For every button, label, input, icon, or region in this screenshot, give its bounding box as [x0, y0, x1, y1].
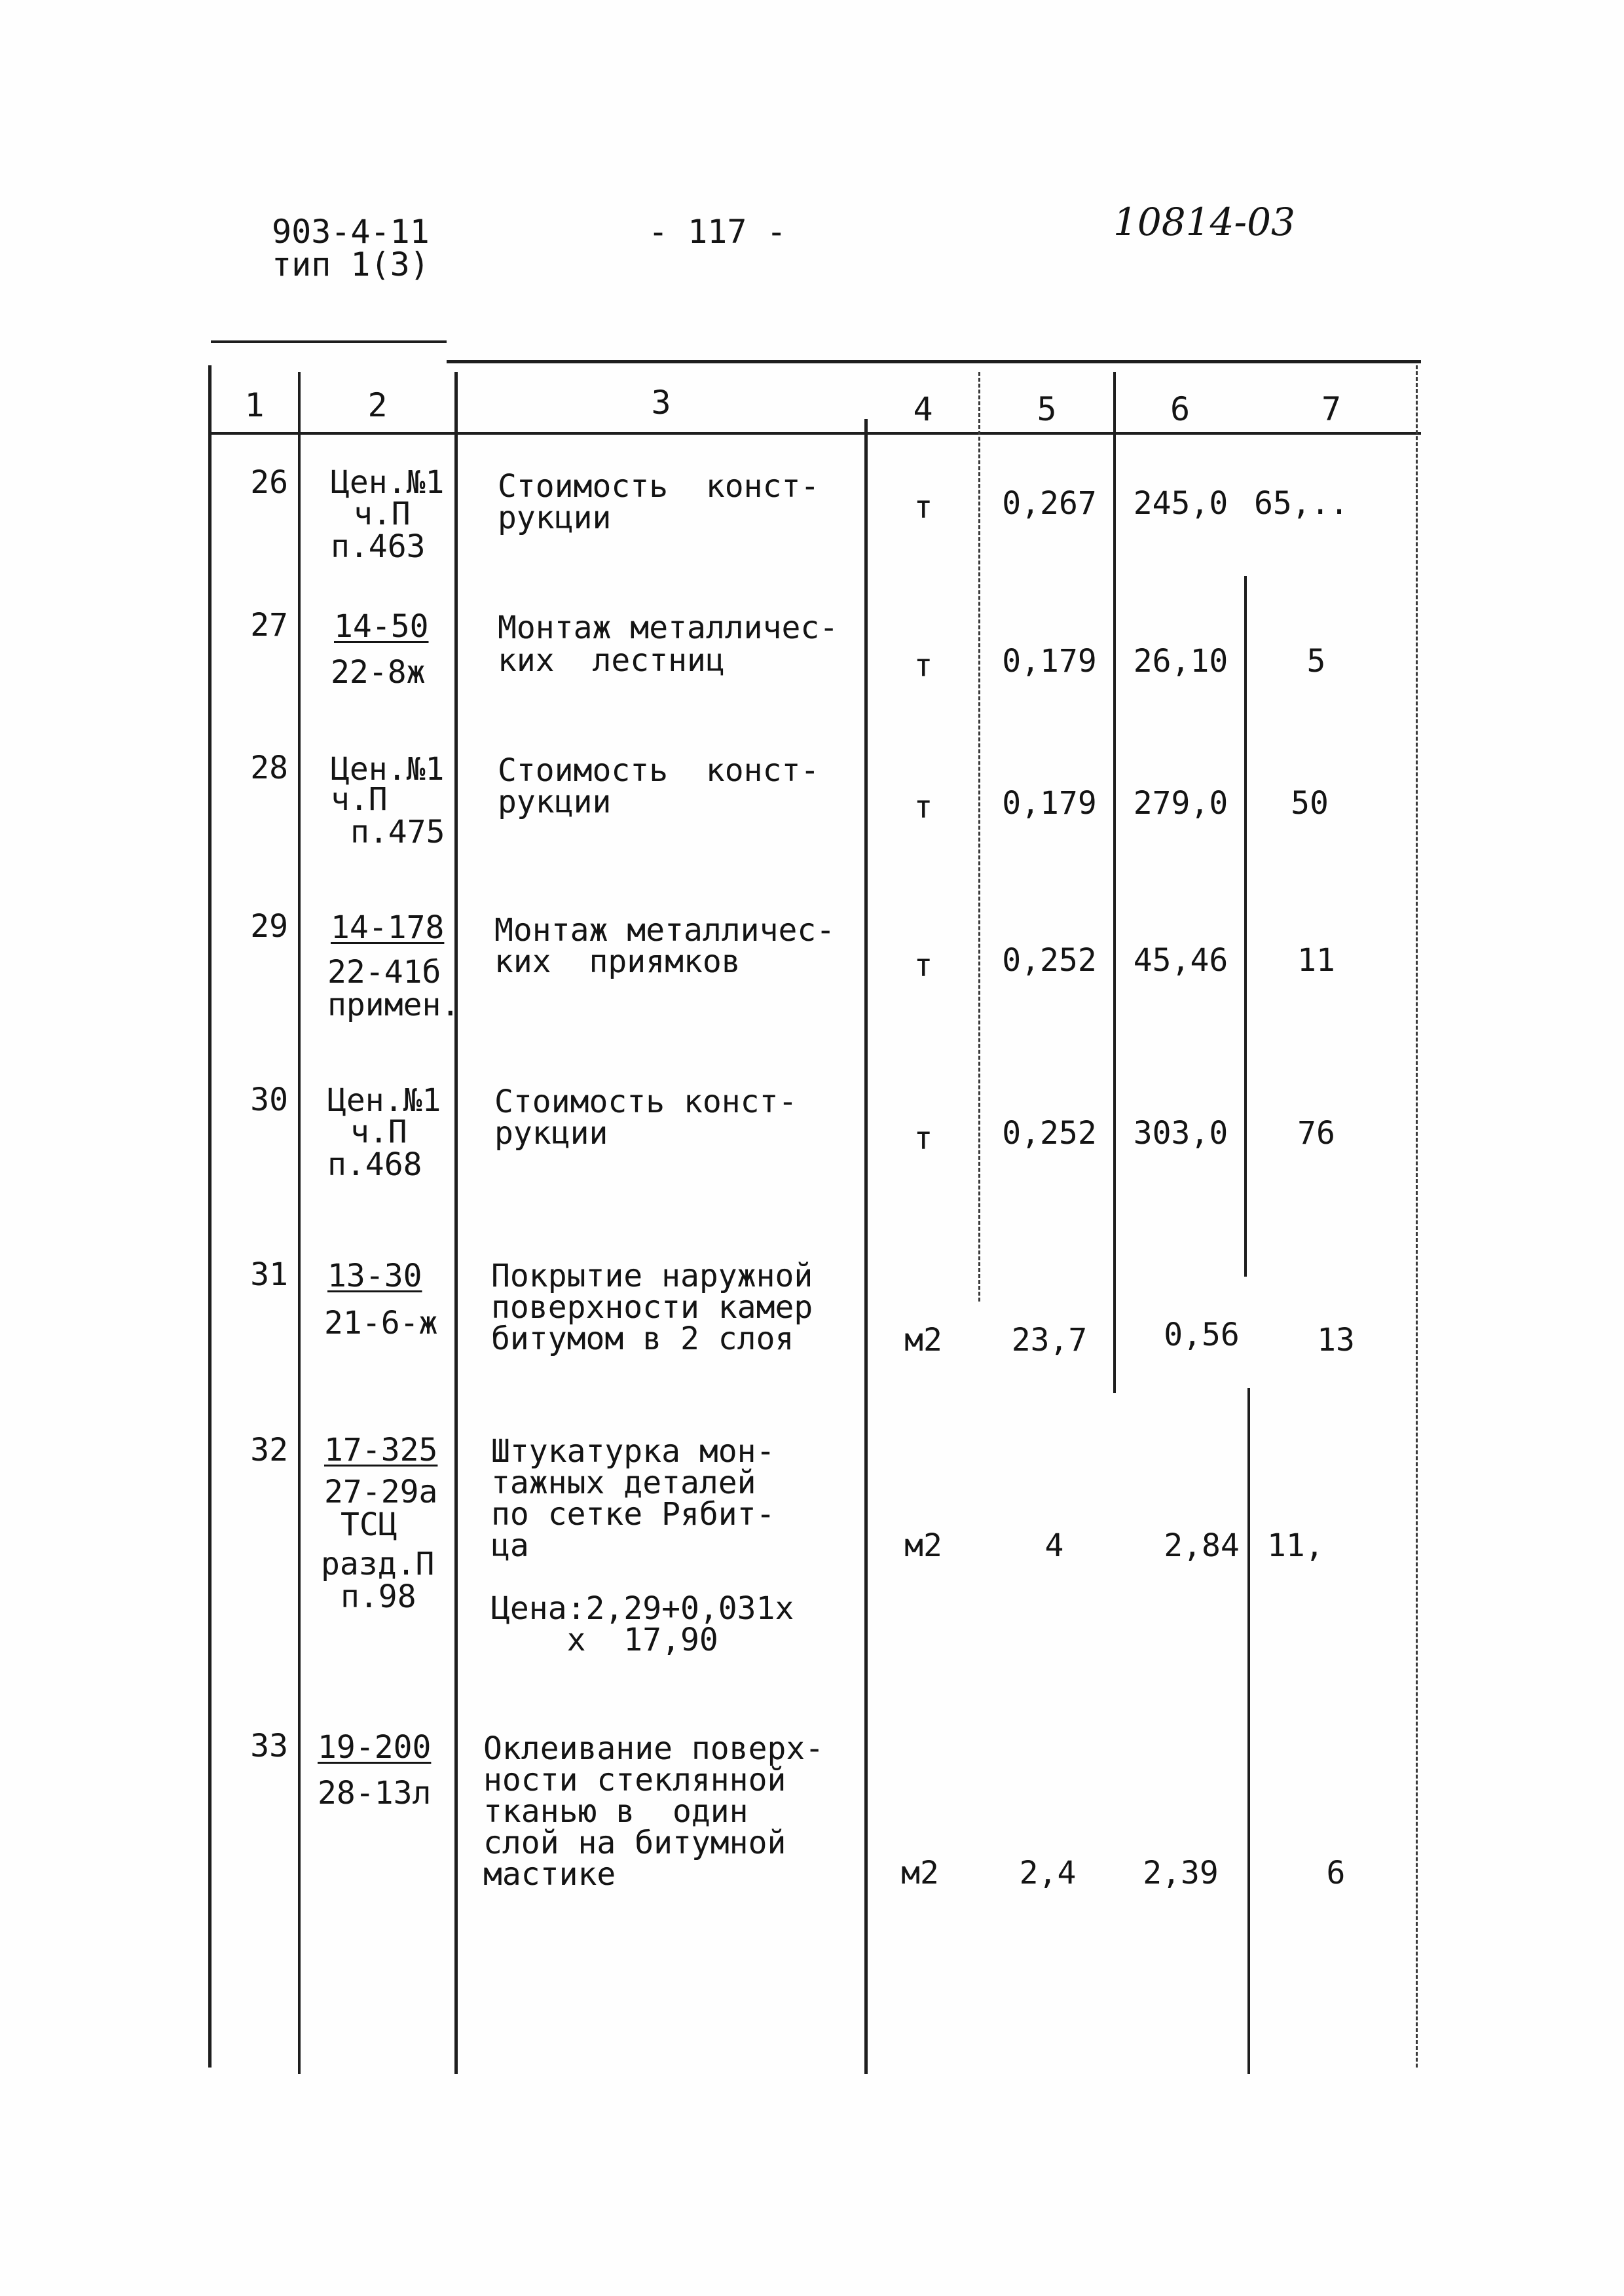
description-line: Покрытие наружной [491, 1258, 813, 1294]
description-line: ких лестниц [498, 642, 725, 679]
document-type: тип 1(3) [272, 246, 430, 283]
row-number: 31 [250, 1256, 288, 1293]
price-note-line: х 17,90 [491, 1622, 718, 1658]
column-number-3: 3 [651, 384, 671, 422]
description-line: Стоимость конст- [498, 752, 820, 789]
column-divider-2 [454, 372, 458, 2074]
reference-line: 28-13л [318, 1775, 432, 1812]
row-number: 30 [250, 1082, 288, 1118]
reference-line: Цен.№1 [327, 1082, 441, 1119]
table-left-border [208, 365, 212, 2068]
total-cell: 11 [1297, 942, 1335, 979]
handwritten-number: 10814-03 [1113, 200, 1295, 244]
column-number-4: 4 [913, 390, 933, 428]
reference-line: 22-8ж [331, 654, 426, 691]
total-cell: 13 [1317, 1322, 1355, 1358]
reference-line: 13-30 [327, 1258, 422, 1294]
price-cell: 26,10 [1133, 643, 1228, 680]
column-divider-6 [1244, 576, 1247, 1277]
row-number: 33 [250, 1728, 288, 1764]
column-divider-3 [864, 419, 868, 2074]
table-top-rule [447, 360, 1421, 363]
description-line: рукции [494, 1115, 608, 1152]
column-number-2: 2 [367, 386, 388, 424]
reference-line: п.468 [327, 1146, 422, 1183]
unit-cell: т [913, 947, 933, 984]
page-number: - 117 - [648, 213, 786, 251]
quantity-cell: 0,179 [1002, 643, 1097, 680]
reference-line: п.98 [341, 1578, 416, 1615]
quantity-cell: 0,267 [1002, 485, 1097, 522]
price-note-line: Цена:2,29+0,031х [491, 1590, 794, 1627]
row-number: 32 [250, 1432, 288, 1468]
column-number-7: 7 [1321, 390, 1342, 428]
document-code: 903-4-11 [272, 213, 430, 251]
quantity-cell: 4 [1044, 1527, 1064, 1564]
column-number-1: 1 [244, 386, 265, 424]
price-cell: 279,0 [1133, 785, 1228, 822]
reference-line: ч.П [350, 1114, 407, 1150]
description-line: поверхности камер [491, 1289, 813, 1326]
reference-line: ч.П [331, 781, 388, 818]
quantity-cell: 23,7 [1011, 1322, 1088, 1358]
unit-cell: т [913, 647, 933, 684]
description-line: Монтаж металличес- [494, 912, 836, 949]
description-line: Штукатурка мон- [491, 1433, 775, 1470]
quantity-cell: 2,4 [1019, 1855, 1077, 1891]
quantity-cell: 0,252 [1002, 942, 1097, 979]
column-number-5: 5 [1037, 390, 1057, 428]
description-line: по сетке Рябит- [491, 1496, 775, 1533]
description-line: мастике [483, 1856, 616, 1893]
price-cell: 2,39 [1143, 1855, 1219, 1891]
reference-line: 27-29а [324, 1474, 438, 1510]
description-line: Стоимость конст- [498, 468, 820, 505]
reference-line: Цен.№1 [331, 464, 445, 501]
price-cell: 245,0 [1133, 485, 1228, 522]
reference-line: ТСЦ [341, 1506, 397, 1543]
header-bottom-rule [211, 432, 1421, 435]
unit-cell: м2 [904, 1527, 942, 1564]
description-line: рукции [498, 500, 612, 536]
price-cell: 45,46 [1133, 942, 1228, 979]
price-cell: 303,0 [1133, 1115, 1228, 1152]
description-line: Оклеивание поверх- [483, 1730, 824, 1767]
column-divider-6b [1247, 1388, 1250, 2074]
description-line: рукции [498, 784, 612, 820]
description-line: Монтаж металличес- [498, 610, 839, 646]
reference-line: ч.П [354, 496, 411, 532]
reference-line: 14-50 [334, 608, 429, 645]
reference-line: примен. [327, 987, 460, 1023]
unit-cell: т [913, 789, 933, 826]
column-divider-1 [298, 372, 301, 2074]
price-cell: 2,84 [1164, 1527, 1240, 1564]
reference-line: разд.П [321, 1546, 435, 1582]
description-line: тканью в один [483, 1793, 748, 1830]
table-top-rule-left [211, 340, 447, 343]
reference-line: 22-41б [327, 954, 441, 991]
quantity-cell: 0,252 [1002, 1115, 1097, 1152]
column-divider-4 [978, 372, 980, 1302]
total-cell: 65,.. [1254, 485, 1349, 522]
description-line: ности стеклянной [483, 1762, 786, 1798]
unit-cell: м2 [904, 1322, 942, 1358]
column-number-6: 6 [1170, 390, 1190, 428]
reference-line: Цен.№1 [331, 751, 445, 788]
reference-line: 14-178 [331, 909, 445, 946]
unit-cell: м2 [901, 1855, 939, 1891]
description-line: Стоимость конст- [494, 1084, 798, 1120]
reference-line: 21-6-ж [324, 1305, 438, 1341]
total-cell: 50 [1291, 785, 1329, 822]
description-line: ца [491, 1527, 529, 1564]
row-number: 28 [250, 750, 288, 786]
unit-cell: т [913, 489, 933, 526]
description-line: битумом в 2 слоя [491, 1321, 794, 1357]
total-cell: 76 [1297, 1115, 1335, 1152]
price-cell: 0,56 [1164, 1317, 1240, 1353]
description-line: тажных деталей [491, 1465, 756, 1501]
description-line: слой на битумной [483, 1825, 786, 1861]
reference-line: п.463 [331, 528, 426, 565]
total-cell: 5 [1306, 643, 1326, 680]
unit-cell: т [913, 1120, 933, 1157]
total-cell: 6 [1326, 1855, 1346, 1891]
reference-line: 19-200 [318, 1729, 432, 1766]
description-line: ких приямков [494, 943, 741, 980]
quantity-cell: 0,179 [1002, 785, 1097, 822]
row-number: 26 [250, 464, 288, 501]
column-divider-5 [1113, 372, 1116, 1393]
table-right-border [1416, 365, 1418, 2068]
row-number: 29 [250, 908, 288, 945]
total-cell: 11, [1267, 1527, 1324, 1564]
reference-line: 17-325 [324, 1432, 438, 1468]
reference-line: п.475 [350, 814, 445, 850]
row-number: 27 [250, 607, 288, 644]
